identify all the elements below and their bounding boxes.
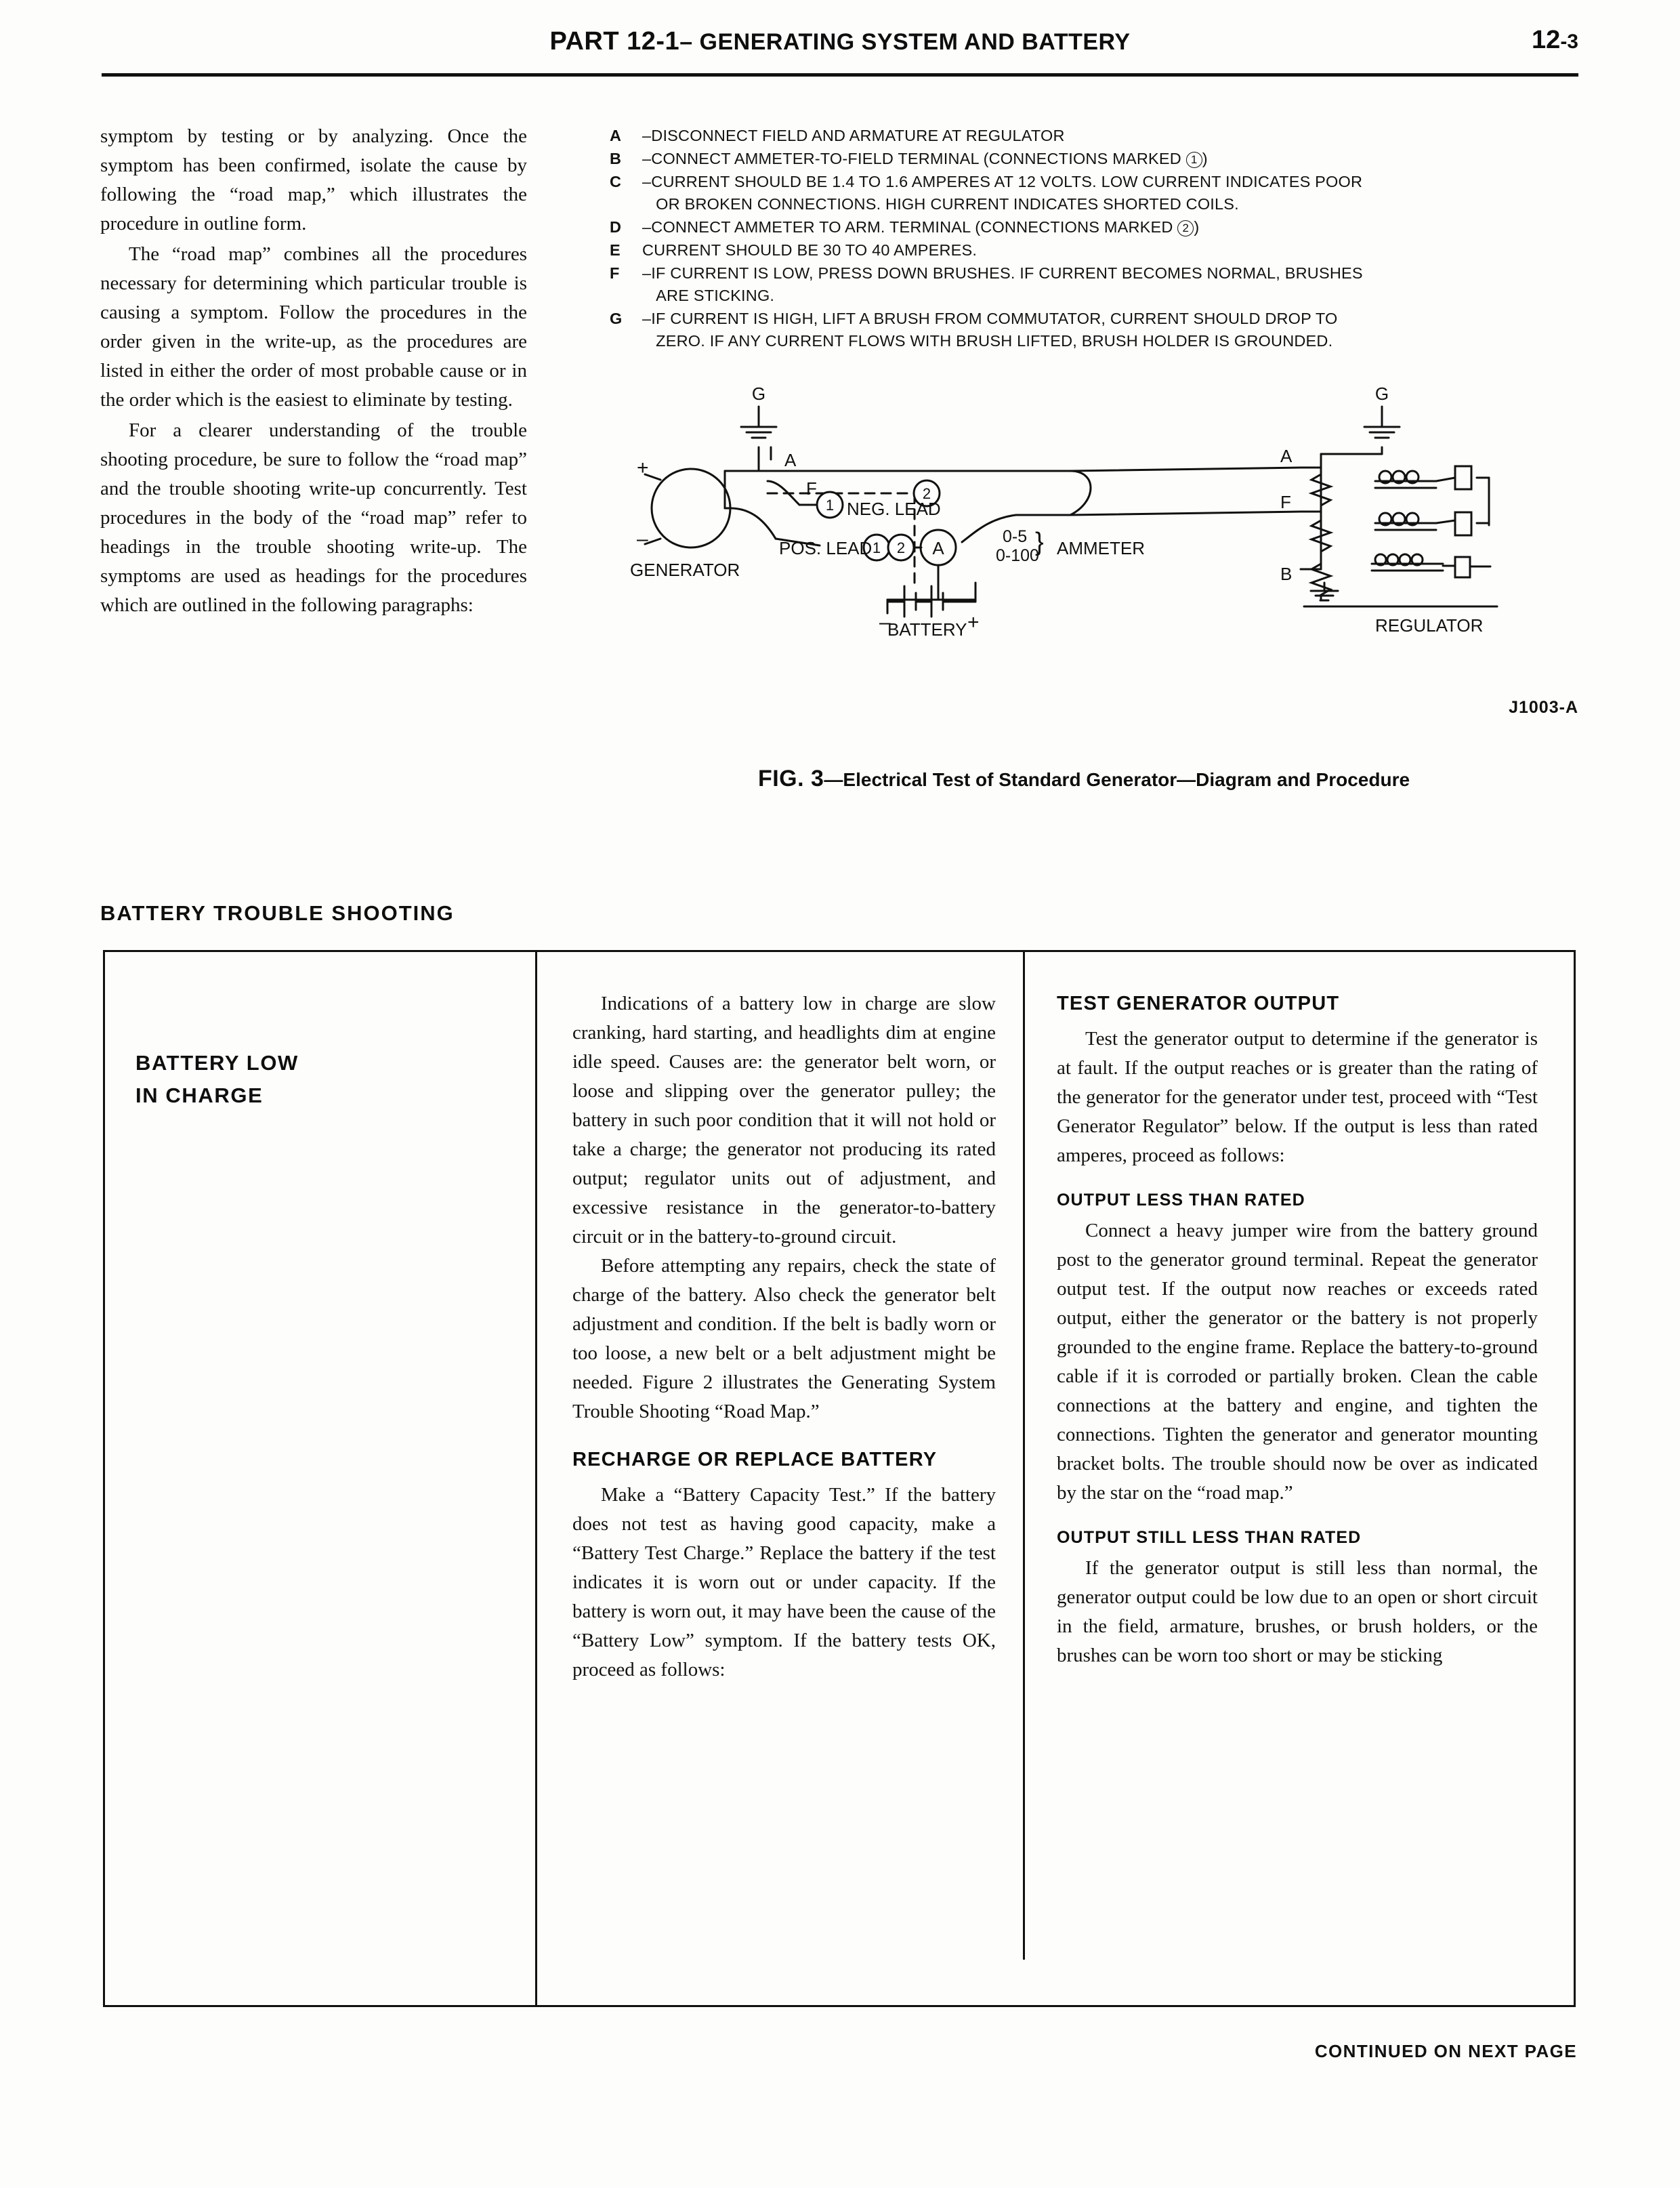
procedure-item-a [610,125,1572,147]
figure-3-diagram [596,379,1585,745]
figure-code: J1003-A [1509,698,1578,717]
middle-paragraph-3: Make a “Battery Capacity Test.” If the battery does not test as having good capacity, make a “Battery Test Charge.” Replace the battery if the test indicates it is worn out or under capacity. If the battery is worn out, it may have been the cause of the “Battery Low” symptom. If the battery tests OK, proceed as follows: [572,1484,996,1680]
label-battery: BATTERY [887,619,967,640]
symptom-title-line1: BATTERY LOW [135,1051,299,1075]
right-paragraph-3: If the generator output is still less than normal, the generator output could be low due to an open or short circuit in the field, armature, brushes, or brush holders, or the brushes can be worn too short or may be sticking [1057,1557,1538,1666]
label-neg-lead: NEG. LEAD [847,499,941,519]
middle-subheading-recharge: RECHARGE OR REPLACE BATTERY [572,1449,938,1470]
intro-column [100,122,527,620]
right-subheading-output-still-less: OUTPUT STILL LESS THAN RATED [1057,1528,1362,1547]
right-column [1057,989,1538,1670]
svg-text:2: 2 [922,485,931,502]
right-paragraph-2: Connect a heavy jumper wire from the battery ground post to the generator ground terminal. Repeat the generator output test. If the output now reaches or exceeds rated output, either the generator or the battery is not properly grounded to the engine frame. Replace the battery-to-ground cable if it is corroded or partially broken. Clean the cable connections at the battery and engine, and tighten the connections. Tighten the generator and generator mounting bracket bolts. The trouble should now be over as indicated by the star on the “road map.” [1057,1220,1538,1504]
symptom-title [135,1047,501,1112]
right-subheading-test-generator-output: TEST GENERATOR OUTPUT [1057,993,1340,1014]
procedure-text-g: –IF CURRENT IS HIGH, LIFT A BRUSH FROM COMMUTATOR, CURRENT SHOULD DROP TO ZERO. IF ANY CURRENT FLOWS WITH BRUSH LIFTED, BRUSH HOLDER IS GROUNDED. [642,310,1338,350]
procedure-item-e [610,239,1572,262]
right-paragraph-1: Test the generator output to determine if the generator is at fault. If the output reaches or is greater than the rating of the generator for the generator under test, proceed with “Test Generator Regulator” below. If the output is less than rated amperes, proceed as follows: [1057,1028,1538,1166]
right-subheading-output-less-than-rated: OUTPUT LESS THAN RATED [1057,1191,1305,1210]
label-regulator: REGULATOR [1375,615,1484,636]
procedure-text-d: –CONNECT AMMETER TO ARM. TERMINAL (CONNECTIONS MARKED 2 ) [642,218,1200,236]
wiring-diagram-svg [596,379,1585,739]
label-ammeter: AMMETER [1057,538,1145,558]
procedure-text-f: –IF CURRENT IS LOW, PRESS DOWN BRUSHES. IF CURRENT BECOMES NORMAL, BRUSHES ARE STICKING. [642,264,1363,304]
procedure-letter-a: A [610,127,622,144]
svg-text:1: 1 [872,539,881,556]
procedure-letter-d: D [610,218,622,236]
label-plus-batt: + [967,611,980,634]
svg-text:2: 2 [896,539,906,556]
header-title [102,27,1578,56]
procedure-letter-c: C [610,173,622,190]
label-generator: GENERATOR [630,560,740,580]
circle-marker-2: 2 [1177,220,1194,236]
label-g-left: G [751,384,766,404]
continued-footer: CONTINUED ON NEXT PAGE [1314,2041,1577,2061]
label-g-right: G [1374,384,1389,404]
svg-text:1: 1 [825,497,835,514]
procedure-letter-e: E [610,241,621,259]
middle-paragraph-1: Indications of a battery low in charge are slow cranking, hard starting, and headlights dim at engine idle speed. Causes are: the generator belt worn, or loose and slipping over the generator pulley; the battery in such poor condition that it will not hold or take a charge; the generator not producing its rated output; regulator units out of adjustment, and excessive resistance in the generator-to-battery circuit or in the battery-to-ground circuit. [572,993,996,1247]
procedure-letter-g: G [610,310,623,327]
section-heading-battery-trouble-shooting: BATTERY TROUBLE SHOOTING [100,901,455,925]
figure-caption [589,766,1578,792]
generator-symbol [652,469,730,548]
page-header [102,27,1578,75]
procedure-text-b: –CONNECT AMMETER-TO-FIELD TERMINAL (CONNECTIONS MARKED 1 ) [642,150,1208,167]
label-minus-gen: – [637,528,648,550]
scale-brace: } [1035,528,1044,556]
header-title-rest: – GENERATING SYSTEM AND BATTERY [679,29,1131,55]
middle-column [572,989,996,1685]
figure-caption-label: FIG. 3 [757,766,824,791]
label-scale-bottom: 0-100 [996,546,1039,565]
label-f-left: F [806,478,817,499]
label-b-right: B [1280,564,1293,584]
label-scale-top: 0-5 [1003,527,1028,546]
procedure-item-c [610,171,1572,215]
label-minus-batt: – [879,611,891,634]
label-a-right: A [1280,446,1293,466]
label-pos-lead: POS. LEAD [779,538,873,558]
header-part-label: PART 12-1 [549,27,680,56]
procedure-item-g [610,308,1572,352]
middle-paragraph-2: Before attempting any repairs, check the state of charge of the battery. Also check the generator belt adjustment and condition. If the belt is badly worn or too loose, a new belt or a belt adjustment might be needed. Figure 2 illustrates the Generating System Trouble Shooting “Road Map.” [572,1255,996,1422]
symptom-title-line2: IN CHARGE [135,1083,264,1107]
intro-paragraph-1: symptom by testing or by analyzing. Once the symptom has been confirmed, isolate the cause by following the “road map,” which illustrates the procedure in outline form. [100,125,527,234]
table-divider-2 [1023,950,1025,1960]
header-divider [102,73,1578,77]
procedure-letter-b: B [610,150,622,167]
label-a-left: A [784,450,797,470]
procedure-list [610,125,1572,353]
page-number-sub: -3 [1560,30,1578,53]
circle-marker-1: 1 [1186,152,1202,168]
label-plus-gen: + [637,457,649,479]
figure-caption-text: —Electrical Test of Standard Generator—Diagram and Procedure [824,769,1410,790]
procedure-item-b [610,148,1572,170]
procedure-text-a: –DISCONNECT FIELD AND ARMATURE AT REGULATOR [642,127,1065,144]
intro-paragraph-3: For a clearer understanding of the trouble shooting procedure, be sure to follow the “road map” and the trouble shooting write-up concurrently. Test procedures in the body of the “road map” refer to headings in the trouble shooting write-up. The symptoms are used as headings for the procedures which are outlined in the following paragraphs: [100,419,527,616]
procedure-item-f [610,262,1572,307]
label-f-right: F [1280,492,1291,512]
svg-text:A: A [932,538,944,558]
procedure-letter-f: F [610,264,620,282]
intro-paragraph-2: The “road map” combines all the procedures necessary for determining which particular trouble is causing a symptom. Follow the procedures in the order given in the write-up, as the procedures are listed in either the order of most probable cause or in the order which is the easiest to eliminate by testing. [100,243,527,411]
table-divider-1 [535,950,537,2007]
page-number-main: 12 [1532,26,1561,54]
procedure-text-e: CURRENT SHOULD BE 30 TO 40 AMPERES. [642,241,978,259]
procedure-item-d [610,216,1572,239]
page-number [1532,26,1578,55]
procedure-text-c: –CURRENT SHOULD BE 1.4 TO 1.6 AMPERES AT 12 VOLTS. LOW CURRENT INDICATES POOR OR BROKEN CONNECTIONS. HIGH CURRENT INDICATES SHORTED COILS. [642,173,1363,213]
